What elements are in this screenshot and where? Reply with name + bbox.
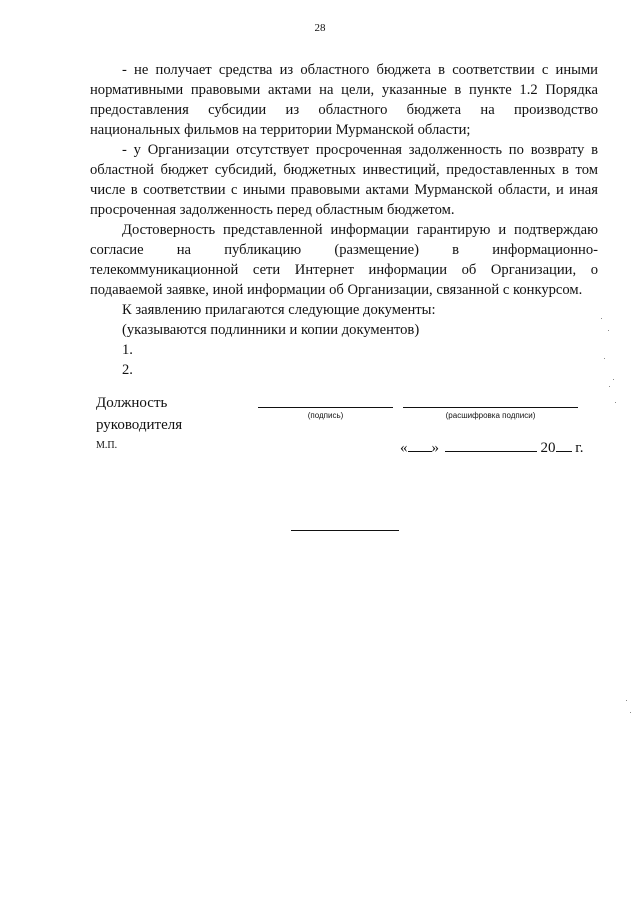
end-rule [291,530,399,531]
attachments-intro: К заявлению прилагаются следующие документы: [122,302,436,318]
signature-caption: (подпись) [307,411,344,420]
stamp-label: М.П. [96,440,118,451]
date-open-quote: « [400,440,408,456]
position-label-line-2: руководителя [96,417,183,433]
position-label [96,392,182,436]
date-year-prefix: 20 [540,440,556,456]
date-month-blank [445,438,537,452]
attachments-note: (указываются подлинники и копии документов) [122,322,420,338]
date-year-blank [556,438,572,452]
paragraph-no-overdue-debt: - у Организации отсутствует просроченная задолженность по возврату в областной бюджет субсидий, бюджетных инвестиций, предоставленных в том числе в соответствии с иными правовыми актами Мурманской области, и иная просроченная задолженность перед областным бюджетом. [90,142,598,218]
scan-speck [615,402,616,403]
paragraph-consent: Достоверность представленной информации гарантирую и подтверждаю согласие на публикацию (размещение) в информационно-телекоммуникационной сети Интернет информации об Организации, о подаваемой заявке, иной информации об Организации, связанной с конкурсом. [90,222,598,298]
date-year-suffix: г. [575,440,584,456]
date-day-blank [408,438,432,452]
date-line [400,438,583,457]
scan-speck [601,318,602,319]
scan-speck [613,379,614,380]
signature-decoding-caption: (расшифровка подписи) [445,411,536,420]
scan-speck [609,386,610,387]
attachment-item-2: 2. [122,362,133,378]
attachment-item-1: 1. [122,342,133,358]
scan-speck [604,358,605,359]
scan-speck [608,330,609,331]
signature-decoding-line [403,407,578,408]
position-label-line-1: Должность [96,395,168,411]
page-number: 28 [314,22,326,34]
scan-speck [626,700,627,701]
scan-speck [630,712,631,713]
document-body [90,60,598,380]
signature-line [258,407,393,408]
paragraph-no-other-funding: - не получает средства из областного бюджета в соответствии с иными нормативными правовыми актами на цели, указанные в пункте 1.2 Порядка предоставления субсидии из областного бюджета на производство национальных фильмов на территории Мурманской области; [90,62,598,138]
date-close-quote: » [431,440,439,456]
